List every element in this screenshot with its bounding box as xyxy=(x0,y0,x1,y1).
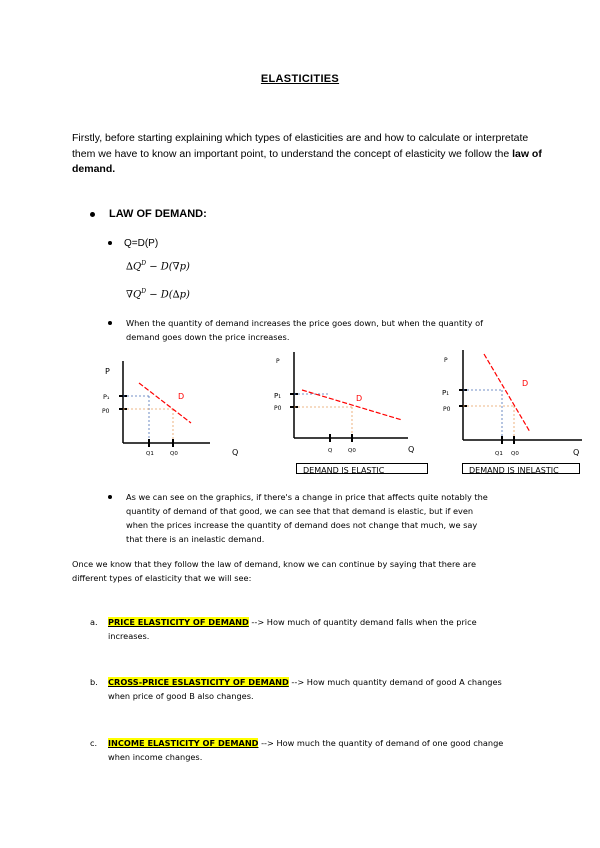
transition-line1: Once we know that they follow the law of demand, know we can continue by saying that there are xyxy=(72,559,477,569)
graph1-q1: Q1 xyxy=(146,451,154,457)
graph1-curve-label: D xyxy=(178,392,185,401)
graph2-q-axis: Q xyxy=(408,445,415,454)
law-of-demand-heading xyxy=(90,208,207,220)
type-letter: a. xyxy=(90,617,98,627)
demand-graph-1 xyxy=(95,355,245,460)
bullet-icon xyxy=(108,321,112,325)
graph3-q1: Q1 xyxy=(495,451,503,457)
graph3-curve-label: D xyxy=(522,379,529,388)
equation-2 xyxy=(126,288,190,300)
eq1-lhs: ∆Q xyxy=(126,261,142,273)
bullet-icon xyxy=(108,495,112,499)
law-bullet-line2: demand goes down the price increases. xyxy=(126,332,290,342)
type-desc-line1: --> How much of quantity demand falls when the price xyxy=(248,617,477,627)
law-heading-text: LAW OF DEMAND: xyxy=(109,208,207,220)
type-term: CROSS-PRICE ESLASTICITY OF DEMAND xyxy=(108,677,289,687)
graph1-p-axis: P xyxy=(105,367,110,376)
graph1-q-axis: Q xyxy=(232,448,239,457)
graph3-q-axis: Q xyxy=(573,448,580,457)
type-item-price xyxy=(90,615,558,643)
graph1-demand-curve xyxy=(139,383,191,423)
graph-bullet-line1: As we can see on the graphics, if there's a change in price that affects quite notably the xyxy=(126,492,488,502)
graph-bullet-line3: when the prices increase the quantity of demand does not change that much, we say xyxy=(126,520,478,530)
eq1-rhs: − D(∇p) xyxy=(149,261,190,273)
type-desc-line1: --> How much quantity demand of good A changes xyxy=(288,677,502,687)
graph1-p0: P0 xyxy=(102,408,110,415)
bullet-icon xyxy=(90,212,95,217)
graph3-demand-curve xyxy=(484,354,530,432)
type-term: PRICE ELASTICITY OF DEMAND xyxy=(108,617,249,627)
type-item-income xyxy=(90,736,558,764)
graph3-p1: P₁ xyxy=(442,389,450,397)
caption-inelastic: DEMAND IS INELASTIC xyxy=(462,463,580,474)
eq1-sup: D xyxy=(141,260,146,267)
graph2-q1: Q xyxy=(328,448,333,454)
eq2-lhs: ∇Q xyxy=(126,289,142,301)
law-bullet-line1: When the quantity of demand increases the price goes down, but when the quantity of xyxy=(126,318,483,328)
graph3-p-axis: P xyxy=(444,357,448,364)
graph1-p1: P₁ xyxy=(103,393,110,401)
graph2-p1: P₁ xyxy=(274,392,282,400)
type-term: INCOME ELASTICITY OF DEMAND xyxy=(108,738,259,748)
graph3-q0: Q0 xyxy=(511,451,519,457)
graph-bullet-line2: quantity of demand of that good, we can see that that demand is elastic, but if even xyxy=(126,506,474,516)
type-item-cross-price xyxy=(90,675,558,703)
graph3-p0: P0 xyxy=(443,406,451,413)
graph1-q0: Q0 xyxy=(170,451,178,457)
formula-text: Q=D(P) xyxy=(124,238,159,249)
graph2-curve-label: D xyxy=(356,394,363,403)
eq2-rhs: − D(∆p) xyxy=(149,289,190,301)
caption-elastic: DEMAND IS ELASTIC xyxy=(296,463,428,474)
graph2-p0: P0 xyxy=(274,405,282,412)
type-letter: b. xyxy=(90,677,98,687)
graph2-q0: Q0 xyxy=(348,448,356,454)
bullet-graph-explanation xyxy=(126,490,556,546)
type-desc-line2: increases. xyxy=(108,631,150,641)
type-desc-line1: --> How much the quantity of demand of one good change xyxy=(258,738,504,748)
intro-paragraph xyxy=(72,131,542,178)
bullet-law-explanation xyxy=(126,316,546,344)
graph2-p-axis: P xyxy=(276,358,280,365)
type-desc-line2: when income changes. xyxy=(108,752,203,762)
page-title: ELASTICITIES xyxy=(260,73,340,85)
graph-bullet-line4: that there is an inelastic demand. xyxy=(126,534,265,544)
transition-paragraph xyxy=(72,557,552,585)
eq2-sup: D xyxy=(141,288,146,295)
demand-graph-2 xyxy=(268,348,418,456)
formula-line xyxy=(108,238,158,249)
intro-text: Firstly, before starting explaining which types of elasticities are and how to calculate or interpretate them we have to know an important point, to understand the concept of elasticity we follow the xyxy=(72,132,529,160)
intro-bold: law of demand. xyxy=(72,147,542,175)
type-letter: c. xyxy=(90,738,98,748)
equation-1 xyxy=(126,260,190,272)
transition-line2: different types of elasticity that we will see: xyxy=(72,573,252,583)
demand-graph-3 xyxy=(436,348,586,460)
bullet-icon xyxy=(108,241,112,245)
type-desc-line2: when price of good B also changes. xyxy=(108,691,254,701)
